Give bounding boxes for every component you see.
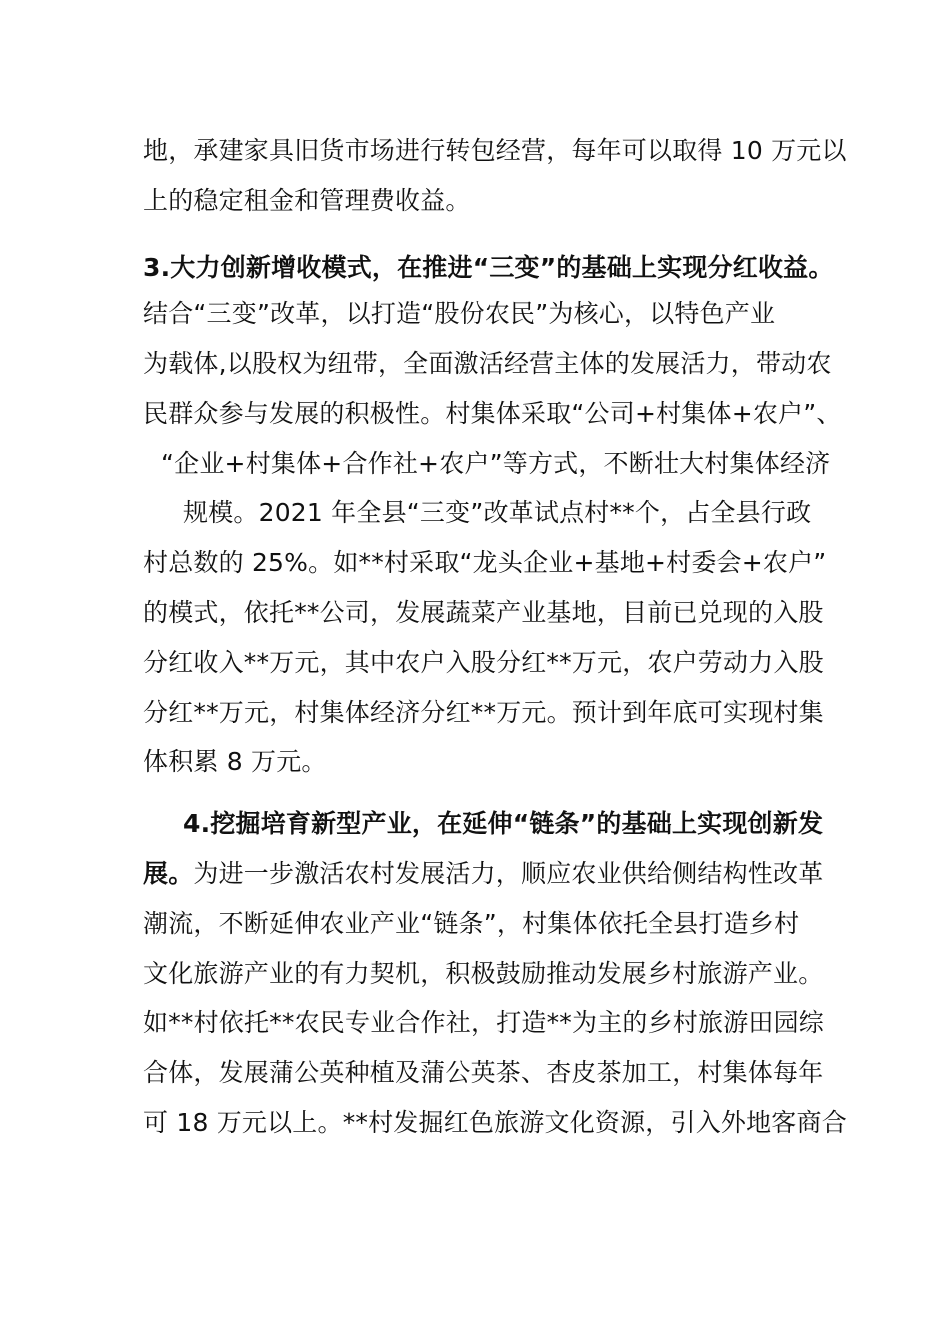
paragraph-line: 分红收入**万元，其中农户入股分红**万元，农户劳动力入股: [143, 648, 824, 677]
paragraph-line: 的模式，依托**公司，发展蔬菜产业基地，目前已兑现的入股: [143, 598, 824, 627]
paragraph-line: 上的稳定租金和管理费收益。: [143, 186, 471, 215]
paragraph-line: 潮流，不断延伸农业产业“链条”，村集体依托全县打造乡村: [143, 909, 800, 938]
paragraph-line: 文化旅游产业的有力契机，积极鼓励推动发展乡村旅游产业。: [143, 959, 824, 988]
paragraph-line: 民群众参与发展的积极性。村集体采取“公司+村集体+农户”、: [143, 399, 842, 428]
paragraph-line: 结合“三变”改革，以打造“股份农民”为核心，以特色产业: [143, 299, 776, 328]
section-heading-4-continuation: 展。: [143, 859, 194, 888]
paragraph-line: 规模。2021 年全县“三变”改革试点村**个，占全县行政: [183, 498, 812, 527]
paragraph-line: 地，承建家具旧货市场进行转包经营，每年可以取得 10 万元以: [143, 136, 847, 165]
section-heading-4: 4.挖掘培育新型产业，在延伸“链条”的基础上实现创新发: [183, 809, 824, 838]
paragraph-line: “企业+村集体+合作社+农户”等方式，不断壮大村集体经济: [161, 449, 831, 478]
paragraph-line: 分红**万元，村集体经济分红**万元。预计到年底可实现村集: [143, 698, 824, 727]
paragraph-line: 可 18 万元以上。**村发掘红色旅游文化资源，引入外地客商合: [143, 1108, 847, 1137]
paragraph-line: 如**村依托**农民专业合作社，打造**为主的乡村旅游田园综: [143, 1008, 825, 1037]
paragraph-line: 村总数的 25%。如**村采取“龙头企业+基地+村委会+农户”: [143, 548, 827, 577]
paragraph-text: 为进一步激活农村发展活力，顺应农业供给侧结构性改革: [193, 859, 824, 888]
section-heading-3: 3.大力创新增收模式，在推进“三变”的基础上实现分红收益。: [143, 253, 834, 282]
paragraph-line: [143, 857, 823, 891]
paragraph-line: 为载体,以股权为纽带，全面激活经营主体的发展活力，带动农: [143, 349, 832, 378]
paragraph-line: 体积累 8 万元。: [143, 747, 327, 776]
paragraph-line: 合体，发展蒲公英种植及蒲公英茶、杏皮茶加工，村集体每年: [143, 1058, 824, 1087]
